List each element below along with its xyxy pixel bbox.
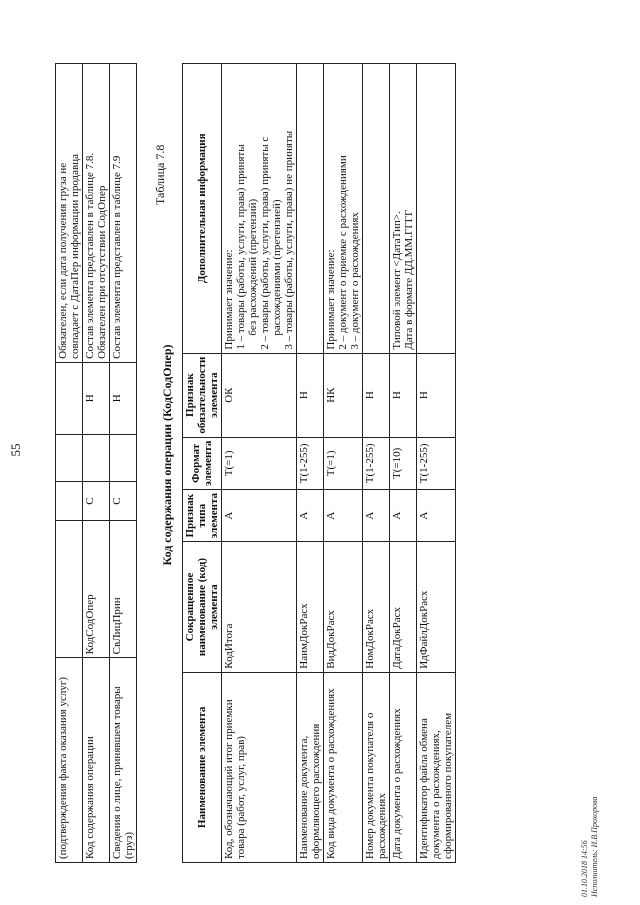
header-info: Дополнительная информация	[183, 64, 222, 354]
info-line: Обязателен, если дата получения груза не	[57, 162, 69, 359]
info-line: Принимает значение:	[325, 249, 337, 350]
header-mandatory: Признак обязательности элемента	[183, 353, 222, 437]
cell-format	[83, 434, 110, 481]
cell-type: А	[417, 490, 456, 542]
cell-info	[222, 64, 297, 354]
table-row	[363, 64, 390, 863]
continued-table	[55, 63, 137, 863]
cell-mandatory: Н	[390, 353, 417, 437]
cell-mandatory: Н	[83, 362, 110, 434]
cell-name: Идентификатор файла обмена документа о расхождениях, сформированного покупателем	[417, 672, 456, 862]
table-title: Код содержания операции (КодСодОпер)	[160, 344, 174, 566]
cell-mandatory	[56, 362, 83, 434]
cell-info	[390, 64, 417, 354]
cell-format: Т(1-255)	[363, 437, 390, 489]
info-line: 3 – товары (работы, услуги, права) не приняты	[283, 130, 295, 350]
cell-short: КодИтога	[222, 542, 297, 672]
stamp-line: 01.10.2018 14:56	[580, 840, 589, 897]
table-row	[297, 64, 324, 863]
table-row	[324, 64, 363, 863]
cell-name: Наименование документа, оформляющего расхождения	[297, 672, 324, 862]
cell-short: СвЛицПрин	[110, 521, 137, 658]
cell-mandatory: Н	[110, 362, 137, 434]
cell-name: Номер документа покупателя о расхождениях	[363, 672, 390, 862]
cell-format: Т(1-255)	[417, 437, 456, 489]
cell-info	[56, 64, 83, 363]
cell-mandatory: Н	[417, 353, 456, 437]
info-line: 2 – документ о приемке с расхождениями	[337, 155, 349, 350]
cell-short	[56, 521, 83, 658]
element-table	[182, 63, 456, 863]
cell-info	[297, 64, 324, 354]
info-line: Типовой элемент <ДатаТип>.	[391, 211, 403, 350]
cell-format: Т(=1)	[222, 437, 297, 489]
info-line: Состав элемента представлен в таблице 7.9	[111, 155, 123, 359]
info-line: расхождениями (претензией)	[271, 199, 283, 336]
table-row	[110, 64, 137, 863]
cell-info	[417, 64, 456, 354]
cell-short: КодСодОпер	[83, 521, 110, 658]
cell-name: Код, обозначающий итог приемки товара (работ, услуг, прав)	[222, 672, 297, 862]
header-short: Сокращенное наименование (код) элемента	[183, 542, 222, 672]
table-row	[222, 64, 297, 863]
print-stamp	[580, 796, 600, 897]
cell-format	[110, 434, 137, 481]
table-row	[83, 64, 110, 863]
cell-format	[56, 434, 83, 481]
info-line: Дата в формате ДД.ММ.ГГГГ	[403, 209, 415, 350]
cell-name: Дата документа о расхождениях	[390, 672, 417, 862]
cell-type	[56, 481, 83, 521]
stamp-line: Исполнитель: И.В.Прохорова	[590, 796, 599, 897]
cell-mandatory: НК	[324, 353, 363, 437]
cell-mandatory: Н	[363, 353, 390, 437]
cell-short: ИдФайлДокРасх	[417, 542, 456, 672]
cell-format: Т(=1)	[324, 437, 363, 489]
table-row	[390, 64, 417, 863]
table-row	[417, 64, 456, 863]
header-type: Признак типа элемента	[183, 490, 222, 542]
table-label: Таблица 7.8	[153, 144, 167, 205]
cell-format: Т(=10)	[390, 437, 417, 489]
page-number: 55	[8, 443, 23, 457]
table-row	[56, 64, 83, 863]
cell-info	[363, 64, 390, 354]
info-line: Обязателен при отсутствии СодОпер	[96, 185, 108, 359]
cell-type: А	[222, 490, 297, 542]
header-name: Наименование элемента	[183, 672, 222, 862]
cell-type: А	[390, 490, 417, 542]
cell-name: Код вида документа о расхождениях	[324, 672, 363, 862]
cell-type: А	[324, 490, 363, 542]
cell-name: (подтверждения факта оказания услуг)	[56, 658, 83, 863]
info-line: совпадает с ДатаПер информации продавца	[69, 154, 81, 359]
cell-type: А	[363, 490, 390, 542]
cell-short: НаимДокРасх	[297, 542, 324, 672]
table-header-row	[183, 64, 222, 863]
cell-type: С	[83, 481, 110, 521]
header-format: Формат элемента	[183, 437, 222, 489]
cell-type: С	[110, 481, 137, 521]
info-line: 2 – товары (работы, услуги, права) приняты с	[259, 136, 271, 350]
cell-mandatory: Н	[297, 353, 324, 437]
cell-info	[110, 64, 137, 363]
cell-info	[83, 64, 110, 363]
cell-type: А	[297, 490, 324, 542]
info-line: 1 – товары (работы, услуги, права) приняты	[235, 144, 247, 350]
cell-short: НомДокРасх	[363, 542, 390, 672]
info-line: Принимает значение:	[223, 249, 235, 350]
cell-short: ДатаДокРасх	[390, 542, 417, 672]
info-line: 3 – документ о расхождениях	[349, 212, 361, 350]
cell-info	[324, 64, 363, 354]
cell-mandatory: ОК	[222, 353, 297, 437]
info-line: без расхождений (претензий)	[247, 198, 259, 336]
cell-name: Код содержания операции	[83, 658, 110, 863]
info-line: Состав элемента представлен в таблице 7.8.	[84, 152, 96, 359]
cell-name: Сведения о лице, принявшем товары (груз)	[110, 658, 137, 863]
cell-short: ВидДокРасх	[324, 542, 363, 672]
cell-format: Т(1-255)	[297, 437, 324, 489]
